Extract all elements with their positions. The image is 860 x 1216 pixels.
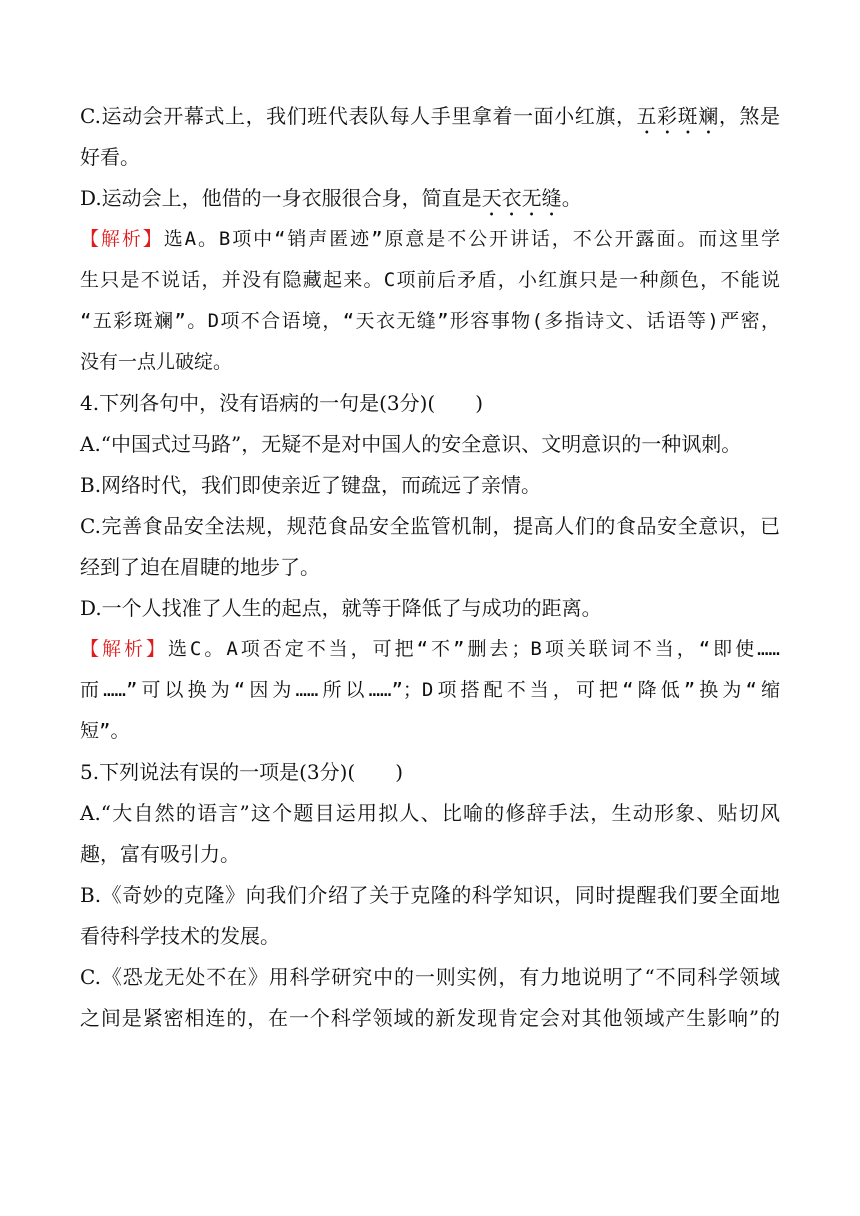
analysis-tag: 【解析】	[80, 638, 168, 660]
question-5-stem: 5.下列说法有误的一项是(3分)( )	[80, 760, 404, 784]
analysis-line: 【解析】选A。B项中“销声匿迹”原意是不公开讲话，不公开露面。而这里学	[80, 228, 780, 250]
option-c-line-2: 好看。	[80, 145, 140, 169]
question-4-option-c-cont: 经到了迫在眉睫的地步了。	[80, 555, 320, 579]
question-4-option-d: D.一个人找准了人生的起点，就等于降低了与成功的距离。	[80, 596, 602, 620]
analysis-line: 生只是不说话，并没有隐藏起来。C项前后矛盾，小红旗只是一种颜色，不能说	[80, 269, 780, 291]
question-5-option-a: A.“大自然的语言”这个题目运用拟人、比喻的修辞手法，生动形象、贴切风	[80, 801, 780, 825]
question-4-option-b: B.网络时代，我们即使亲近了键盘，而疏远了亲情。	[80, 473, 542, 497]
question-4-option-a: A.“中国式过马路”，无疑不是对中国人的安全意识、文明意识的一种讽刺。	[80, 432, 742, 456]
analysis-line: 没有一点儿破绽。	[80, 351, 233, 373]
question-5-option-a-cont: 趣，富有吸引力。	[80, 842, 240, 866]
question-4-option-c: C.完善食品安全法规，规范食品安全监管机制，提高人们的食品安全意识，已	[80, 514, 780, 538]
option-c-line-1: C.运动会开幕式上，我们班代表队每人手里拿着一面小红旗，五彩斑斓，煞是	[80, 104, 780, 128]
question-5-option-b-cont: 看待科学技术的发展。	[80, 924, 280, 948]
analysis-line: “五彩斑斓”。D项不合语境，“天衣无缝”形容事物(多指诗文、话语等)严密，	[80, 310, 780, 332]
emphasized-idiom: 五彩斑斓	[636, 104, 719, 128]
analysis-line: 【解析】选C。A项否定不当，可把“不”删去；B项关联词不当，“即使……	[80, 638, 780, 660]
option-d-line: D.运动会上，他借的一身衣服很合身，简直是天衣无缝。	[80, 186, 582, 210]
document-page	[80, 96, 780, 1039]
question-5-option-c-cont: 之间是紧密相连的，在一个科学领域的新发现肯定会对其他领域产生影响”的	[80, 1006, 780, 1030]
emphasized-idiom: 天衣无缝	[481, 186, 562, 210]
question-5-option-c: C.《恐龙无处不在》用科学研究中的一则实例，有力地说明了“不同科学领域	[80, 965, 780, 989]
analysis-line: 短”。	[80, 720, 130, 742]
question-4-stem: 4.下列各句中，没有语病的一句是(3分)( )	[80, 391, 484, 415]
question-5-option-b: B.《奇妙的克隆》向我们介绍了关于克隆的科学知识，同时提醒我们要全面地	[80, 883, 780, 907]
analysis-tag: 【解析】	[80, 228, 164, 250]
analysis-line: 而……”可以换为“因为……所以……”；D项搭配不当，可把“降低”换为“缩	[80, 679, 780, 701]
